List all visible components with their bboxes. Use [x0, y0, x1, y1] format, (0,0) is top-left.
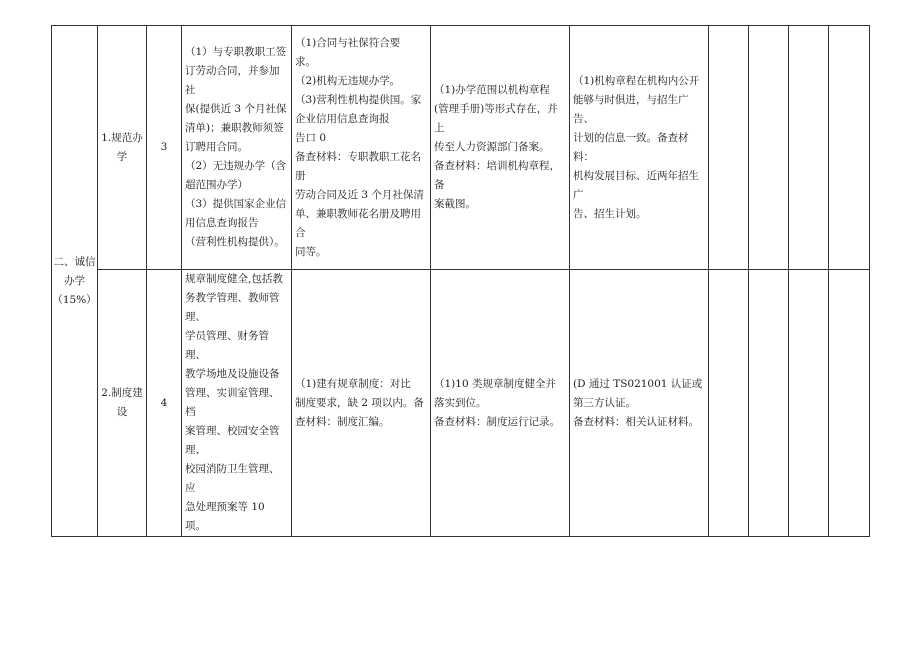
text-line: 清单)；兼职教师须签	[185, 122, 284, 134]
text-line: 落实到位。	[434, 396, 487, 409]
text-line: 计划的信息一致。备查材料：	[573, 131, 689, 163]
text-line: 告口 0	[295, 131, 327, 144]
category-cell	[52, 26, 98, 537]
level2-cell	[431, 270, 570, 537]
text-line: 订劳动合同，并参加社	[185, 65, 280, 96]
table-row	[52, 270, 870, 537]
text-line: 同等。	[295, 245, 327, 258]
item-cell	[98, 26, 147, 270]
item-line: 1.规范办	[101, 131, 143, 144]
category-line: 办学	[64, 274, 85, 287]
text-line: (D 通过 TS021001 认证或	[573, 377, 703, 390]
text-line: （1)办学范围以机构章程	[434, 84, 550, 96]
text-line: （3)营利性机构提供国。家	[295, 93, 422, 106]
level3-cell	[570, 26, 709, 270]
text-line: 案截图。	[434, 198, 476, 210]
table-row	[52, 26, 870, 270]
text-line: 备查材料：培训机构章程，备	[434, 160, 560, 191]
empty-cell	[789, 270, 829, 537]
text-line: 急处理预案等 10 项。	[185, 501, 265, 532]
text-line: 能够与时俱进，与招生广告、	[573, 93, 689, 125]
empty-cell	[829, 270, 870, 537]
level2-cell	[431, 26, 570, 270]
text-line: （1)建有规章制度：对比	[295, 377, 411, 390]
text-line: 教学场地及设施设备	[185, 368, 280, 380]
item-line: 2.制度建	[101, 387, 143, 399]
text-line: 规章制度健全,包括教	[185, 273, 283, 285]
text-line: 保(提供近 3 个月社保	[185, 103, 287, 115]
text-line: 企业信用信息查询报	[295, 112, 390, 125]
text-line: 告、招生计划。	[573, 207, 647, 220]
text-line: 订聘用合同。	[185, 141, 248, 153]
text-line: （2）无违规办学（含	[185, 160, 287, 172]
text-line: （3）提供国家企业信	[185, 198, 287, 210]
empty-cell	[709, 270, 749, 537]
category-line: （15%）	[52, 293, 97, 306]
text-line: 备查材料：相关认证材料。	[573, 415, 699, 428]
text-line: 求。	[295, 55, 316, 68]
item-line: 学	[116, 150, 128, 163]
text-line: （1)机构章程在机构内公开	[573, 74, 700, 87]
text-line: 制度要求，缺 2 项以内。备	[295, 396, 424, 409]
text-line: 务教学管理、教师管理、	[185, 292, 280, 323]
empty-cell	[789, 26, 829, 270]
text-line: 传至人力资源部门备案。	[434, 141, 550, 153]
text-line: 校园消防卫生管理、应	[185, 463, 280, 494]
text-line: 用信息查询报告	[185, 217, 259, 229]
text-line: 学员管理、财务管理、	[185, 330, 269, 361]
text-line: （1)合同与社保符合要	[295, 36, 401, 49]
text-line: （1)10 类规章制度健全并	[434, 377, 556, 390]
level1-cell	[292, 270, 431, 537]
text-line: 管理、实训室管理、档	[185, 387, 280, 418]
text-line: （1）与专职教职工签	[185, 46, 287, 58]
text-line: （2)机构无违规办学。	[295, 74, 401, 87]
item-line: 设	[116, 406, 128, 418]
empty-cell	[829, 26, 870, 270]
text-line: 超范围办学）	[185, 179, 248, 191]
text-line: 备查材料：专职教职工花名册	[295, 150, 421, 182]
text-line: 第三方认证。	[573, 396, 636, 409]
level1-cell	[292, 26, 431, 270]
score-cell: 3	[147, 26, 182, 270]
text-line: 案管理、校园安全管理、	[185, 425, 280, 456]
standard-cell	[182, 270, 292, 537]
item-cell	[98, 270, 147, 537]
empty-cell	[749, 26, 789, 270]
score-cell: 4	[147, 270, 182, 537]
text-line: 劳动合同及近 3 个月社保清	[295, 188, 424, 201]
empty-cell	[709, 26, 749, 270]
category-line: 二、诚信	[53, 255, 96, 268]
text-line: （营利性机构提供）。	[185, 236, 285, 248]
standard-cell	[182, 26, 292, 270]
evaluation-table	[51, 25, 870, 537]
text-line: 机构发展目标、近两年招生广	[573, 169, 699, 201]
empty-cell	[749, 270, 789, 537]
text-line: 单、兼职教师花名册及聘用合	[295, 207, 421, 239]
text-line: 备查材料：制度运行记录。	[434, 415, 560, 428]
level3-cell	[570, 270, 709, 537]
text-line: 查材料：制度汇编。	[295, 415, 390, 428]
text-line: (管理手册)等形式存在，并上	[434, 103, 558, 134]
